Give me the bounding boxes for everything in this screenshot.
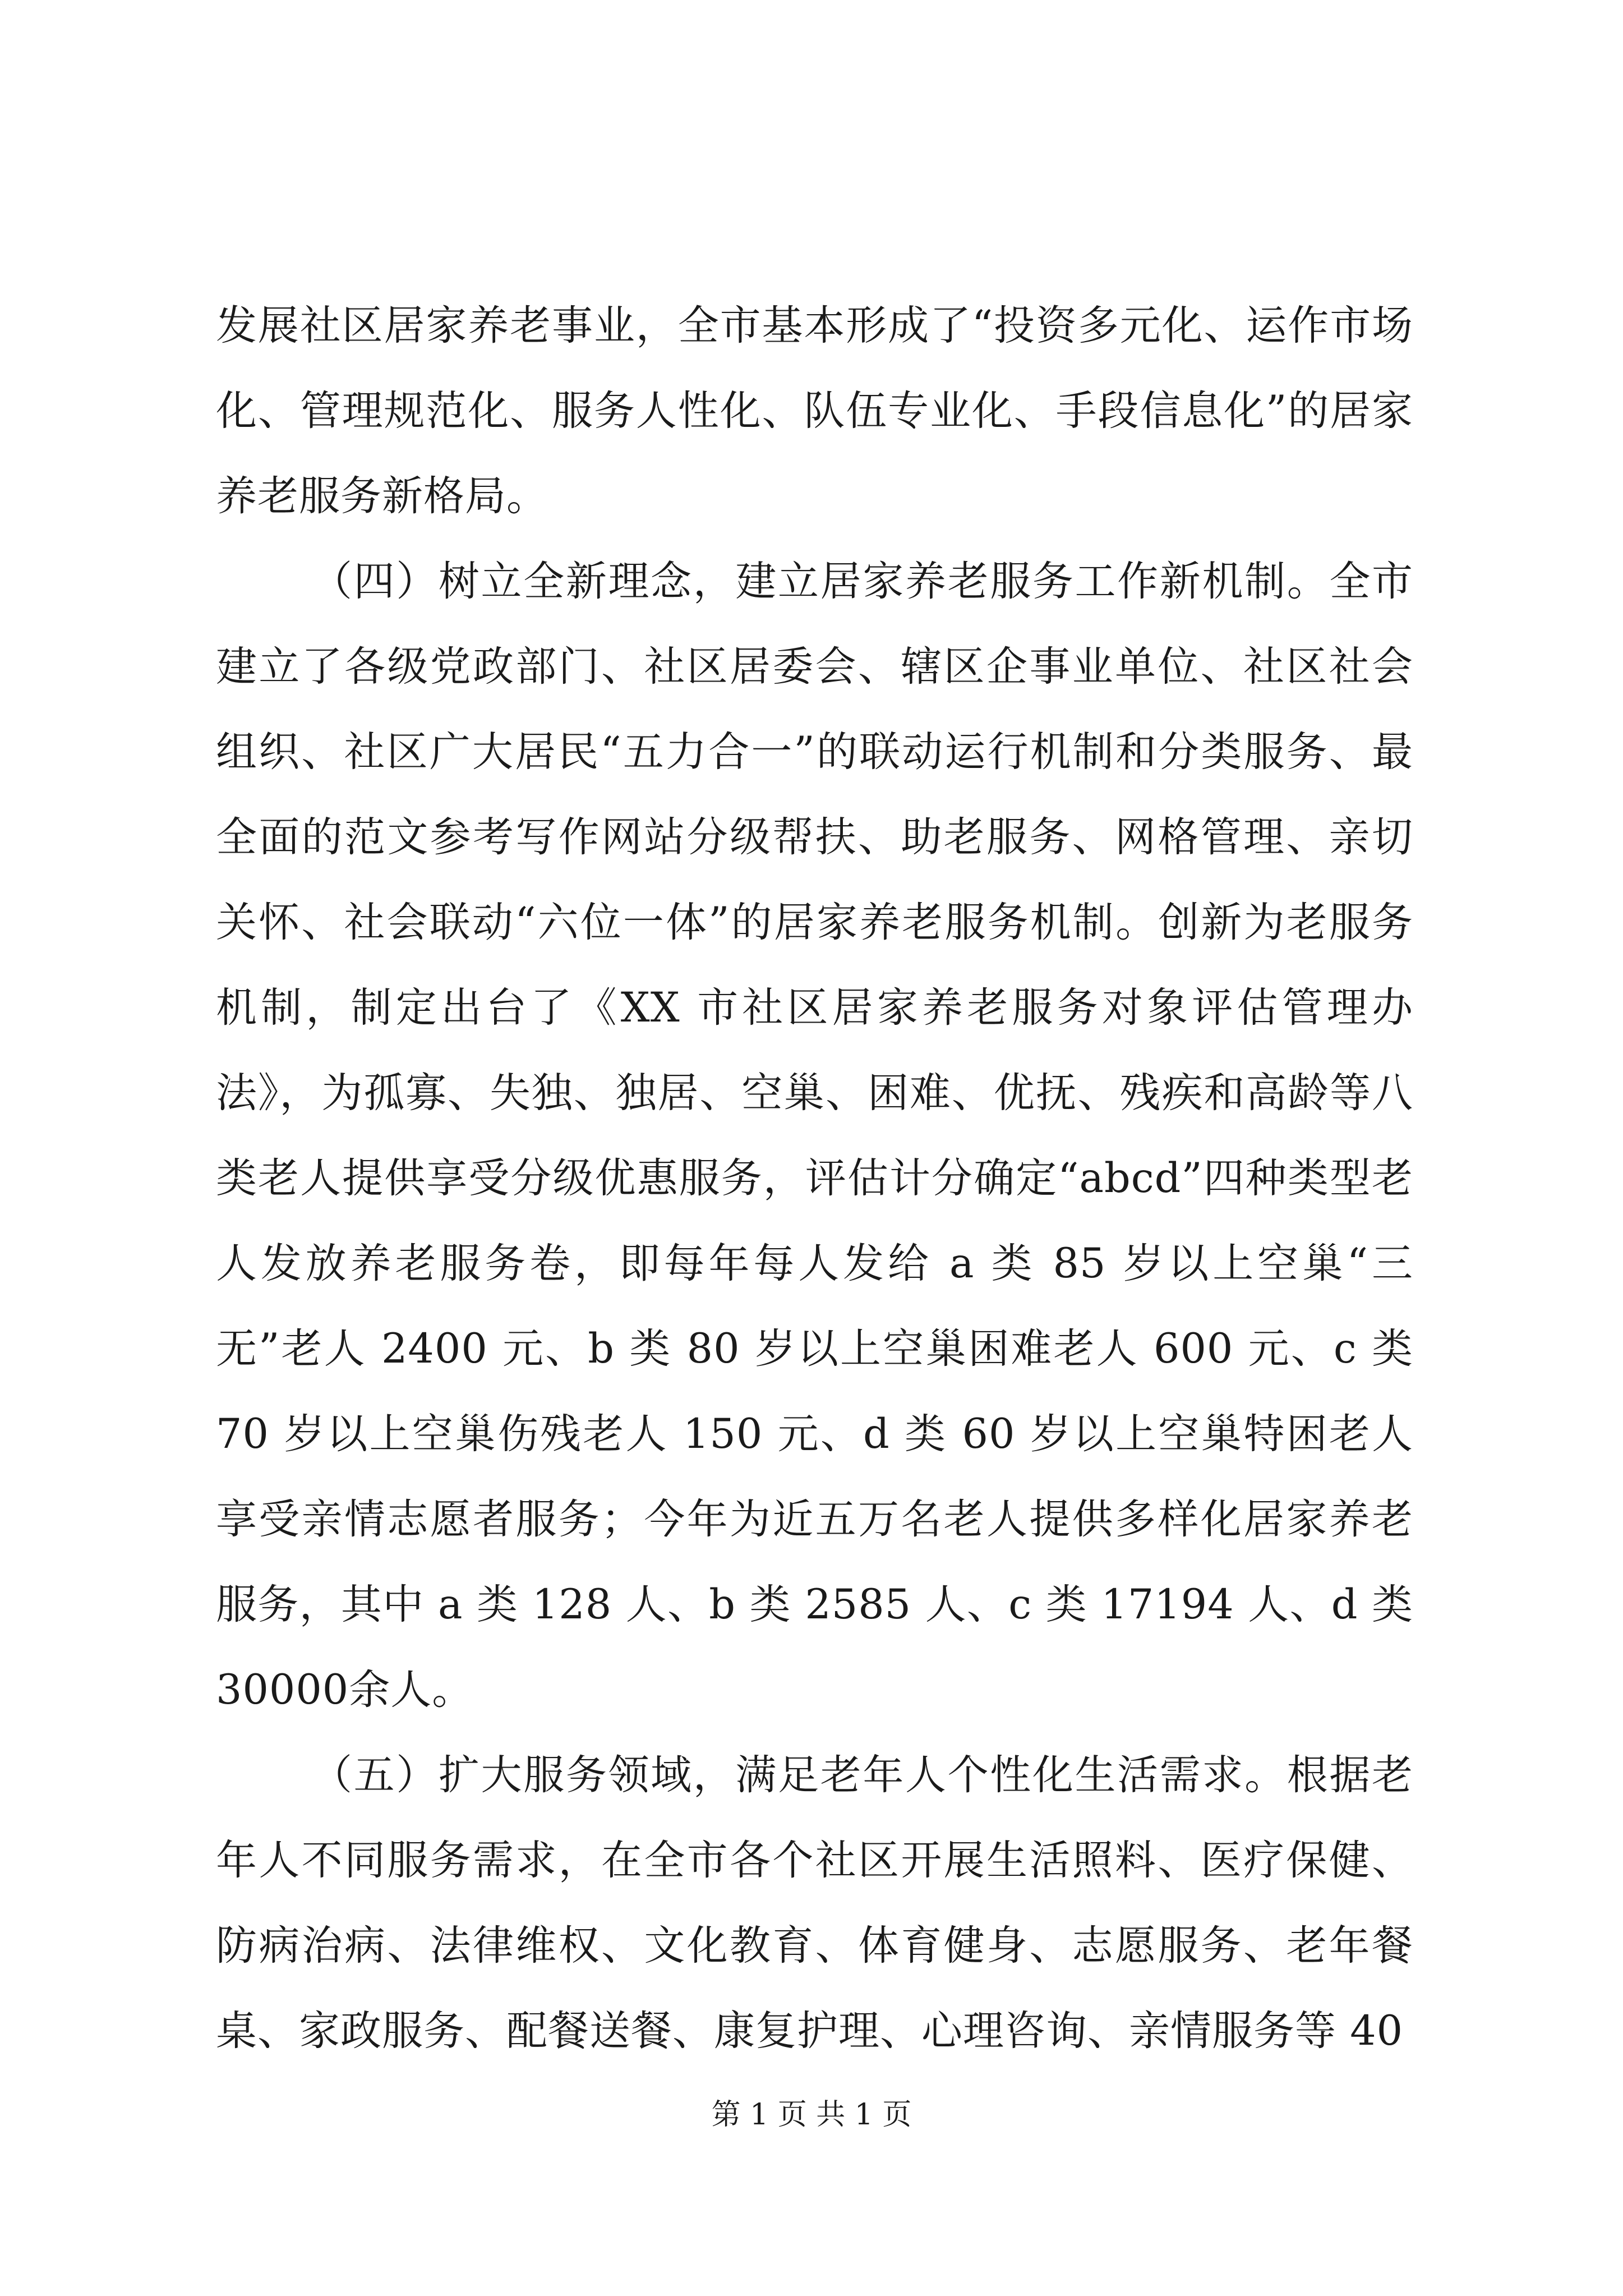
paragraph-section-four: （四）树立全新理念，建立居家养老服务工作新机制。全市建立了各级党政部门、社区居委会、辖区企事业单位、社区社会组织、社区广大居民“五力合一”的联动运行机制和分类服务、最全面的范文参考写作网站分级帮扶、助老服务、网格管理、亲切关怀、社会联动“六位一体”的居家养老服务机制。创新为老服务机制，制定出台了《XX 市社区居家养老服务对象评估管理办法》，为孤寡、失独、独居、空巢、困难、优抚、残疾和高龄等八类老人提供享受分级优惠服务，评估计分确定“abcd”四种类型老人发放养老服务卷，即每年每人发给 a 类 85 岁以上空巢“三无”老人 2400 元、b 类 80 岁以上空巢困难老人 600 元、c 类 70 岁以上空巢伤残老人 150 元、d 类 60 岁以上空巢特困老人享受亲情志愿者服务；今年为近五万名老人提供多样化居家养老服务，其中 a 类 128 人、b 类 2585 人、c 类 17194 人、d 类 30000余人。 xyxy=(216,558,1413,1714)
page-footer: 第 1 页 共 1 页 xyxy=(711,2098,912,2132)
document-body xyxy=(216,283,1413,2074)
paragraph-continuation: 发展社区居家养老事业，全市基本形成了“投资多元化、运作市场化、管理规范化、服务人性化、队伍专业化、手段信息化”的居家养老服务新格局。 xyxy=(216,302,1413,520)
paragraph-section-five: （五）扩大服务领域，满足老年人个性化生活需求。根据老年人不同服务需求，在全市各个社区开展生活照料、医疗保健、防病治病、法律维权、文化教育、体育健身、志愿服务、老年餐桌、家政服务、配餐送餐、康复护理、心理咨询、亲情服务等 40 xyxy=(216,1751,1413,2055)
